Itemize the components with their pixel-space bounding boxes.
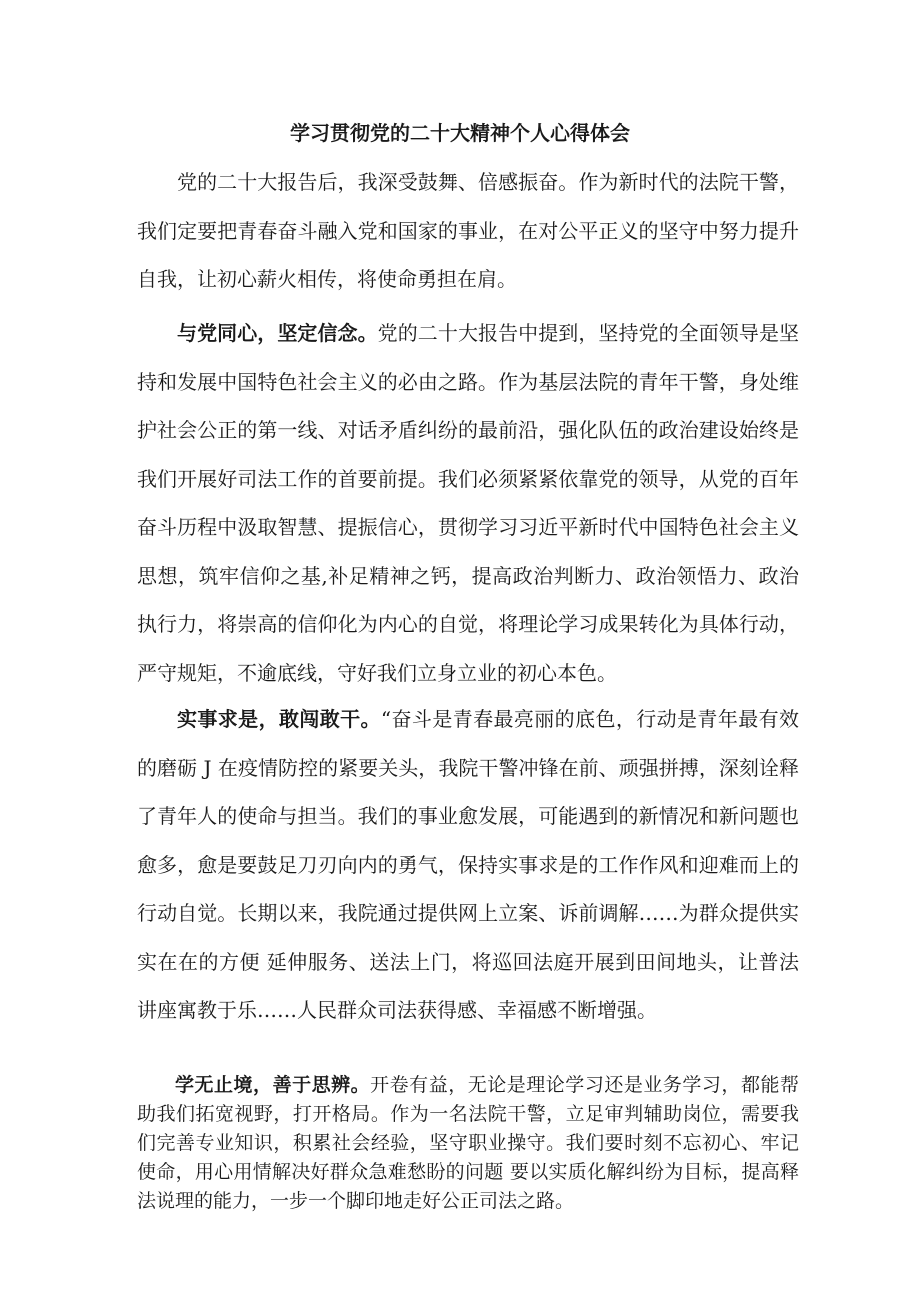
paragraph-body: “奋斗是青春最亮丽的底色，行动是青年最有效的磨砺 J 在疫情防控的紧要关头，我院干警冲锋在前、顽强拼搏，深刻诠释了青年人的使命与担当。我们的事业愈发展，可能遇到的新情况和新问题也愈多，愈是要鼓足刀刃向内的勇气，保持实事求是的工作作风和迎难而上的行动自觉。长期以来，我院通过提供网上立案、诉前调解……为群众提供实实在在的方便 延伸服务、送法上门，将巡回法庭开展到田间地头，让普法讲座寓教于乐……人民群众司法获得感、幸福感不断增强。 [137,707,799,1022]
paragraph-body: 党的二十大报告后，我深受鼓舞、倍感振奋。作为新时代的法院干警，我们定要把青春奋斗融入党和国家的事业，在对公平正义的坚守中努力提升自我，让初心薪火相传，将使命勇担在肩。 [137,170,799,291]
paragraph-lead: 与党同心，坚定信念。 [177,321,378,345]
paragraph-pragmatism [137,695,799,1035]
paragraph-party-loyalty [137,309,799,697]
paragraph-lead: 学无止境，善于思辨。 [175,1074,371,1096]
document-title: 学习贯彻党的二十大精神个人心得体会 [290,121,630,145]
paragraph-lead: 实事求是，敢闯敢干。 [177,707,381,731]
paragraph-body: 党的二十大报告中提到，坚持党的全面领导是坚持和发展中国特色社会主义的必由之路。作为基层法院的青年干警，身处维护社会公正的第一线、对话矛盾纠纷的最前沿，强化队伍的政治建设始终是我们开展好司法工作的首要前提。我们必须紧紧依靠党的领导，从党的百年奋斗历程中汲取智慧、提振信心，贯彻学习习近平新时代中国特色社会主义思想，筑牢信仰之基,补足精神之钙，提高政治判断力、政治领悟力、政治执行力，将崇高的信仰化为内心的自觉，将理论学习成果转化为具体行动，严守规矩，不逾底线，守好我们立身立业的初心本色。 [137,321,800,685]
paragraph-intro [137,158,799,304]
paragraph-learning [137,1071,799,1216]
paragraph-body: 开卷有益，无论是理论学习还是业务学习，都能帮助我们拓宽视野，打开格局。作为一名法院干警，立足审判辅助岗位，需要我们完善专业知识，积累社会经验，坚守职业操守。我们要时刻不忘初心、牢记使命，用心用情解决好群众急难愁盼的问题 要以实质化解纠纷为目标，提高释法说理的能力，一步一个脚印地走好公正司法之路。 [137,1074,799,1212]
